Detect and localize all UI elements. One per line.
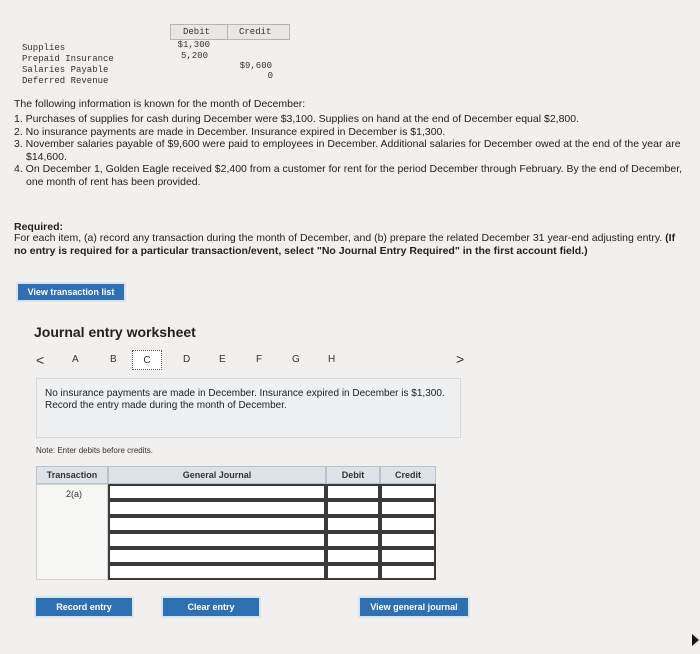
transaction-header: Transaction [36,466,108,484]
debit-header: Debit [326,466,380,484]
required-title: Required: [14,221,64,233]
debit-input[interactable] [326,532,380,548]
tab-d[interactable]: D [183,354,191,365]
ledger-summary [22,24,292,86]
ledger-account: Supplies [22,43,66,53]
entry-note: Note: Enter debits before credits. [36,446,153,455]
next-arrow-icon[interactable]: > [456,351,465,367]
ledger-credit: 0 [267,71,273,81]
record-entry-button[interactable]: Record entry [34,596,134,618]
ledger-credit: $9,600 [239,61,272,71]
credit-input[interactable] [380,564,436,580]
ledger-account: Deferred Revenue [22,76,109,86]
credit-header: Credit [380,466,436,484]
ledger-debit-header: Debit [183,27,211,37]
tab-f[interactable]: F [256,354,263,365]
view-general-journal-button[interactable]: View general journal [358,596,470,618]
list-item: 2. No insurance payments are made in December. Insurance expired in December is $1,300. [14,125,446,138]
credit-input[interactable] [380,500,436,516]
pointer-icon [692,634,699,646]
view-transaction-list-button[interactable]: View transaction list [16,282,126,302]
intro-text: The following information is known for the month of December: [14,98,306,110]
debit-input[interactable] [326,516,380,532]
account-input[interactable] [108,484,326,500]
tab-a[interactable]: A [72,354,79,365]
credit-input[interactable] [380,548,436,564]
required-instructions: For each item, (a) record any transaction during the month of December, and (b) prepare the related December 31 year-end adjusting entry. [14,232,663,244]
worksheet-tabs [34,350,474,372]
debit-input[interactable] [326,500,380,516]
credit-input[interactable] [380,516,436,532]
transaction-number: 2(a) [66,489,83,499]
account-input[interactable] [108,564,326,580]
required-text [14,232,688,257]
tab-h[interactable]: H [328,354,336,365]
list-item: 1. Purchases of supplies for cash during December were $3,100. Supplies on hand at the end of December equal $2,800. [14,113,580,125]
info-list [14,113,686,188]
worksheet-title: Journal entry worksheet [34,324,196,340]
ledger-header [170,24,290,40]
debit-input[interactable] [326,548,380,564]
account-input[interactable] [108,516,326,532]
account-input[interactable] [108,500,326,516]
general-journal-header: General Journal [108,466,326,484]
tab-g[interactable]: G [292,354,300,365]
clear-entry-button[interactable]: Clear entry [161,596,261,618]
ledger-credit-header: Credit [239,27,272,37]
account-input[interactable] [108,548,326,564]
entry-description: No insurance payments are made in December. Insurance expired in December is $1,300. Record the entry made during the month of December. [36,378,461,438]
ledger-account: Salaries Payable [22,65,109,75]
ledger-account: Prepaid Insurance [22,54,114,64]
tab-e[interactable]: E [219,354,226,365]
credit-input[interactable] [380,532,436,548]
account-input[interactable] [108,532,326,548]
tab-b[interactable]: B [110,354,117,365]
debit-input[interactable] [326,564,380,580]
credit-input[interactable] [380,484,436,500]
prev-arrow-icon[interactable]: < [36,352,45,368]
required-bold-instructions: (If no entry is required for a particular transaction/event, select "No Journal Entry Required" in the first account field.) [14,232,676,257]
ledger-debit: $1,300 [177,40,210,50]
tab-c[interactable]: C [132,350,162,370]
list-item: 4. On December 1, Golden Eagle received $2,400 from a customer for rent for the period December through February. By the end of December, one month of rent has been provided. [14,163,683,188]
list-item: 3. November salaries payable of $9,600 were paid to employees in December. Additional salaries for December owed at the end of the year are $14,600. [14,138,681,163]
debit-input[interactable] [326,484,380,500]
transaction-column [36,484,108,580]
ledger-debit: 5,200 [180,51,208,61]
